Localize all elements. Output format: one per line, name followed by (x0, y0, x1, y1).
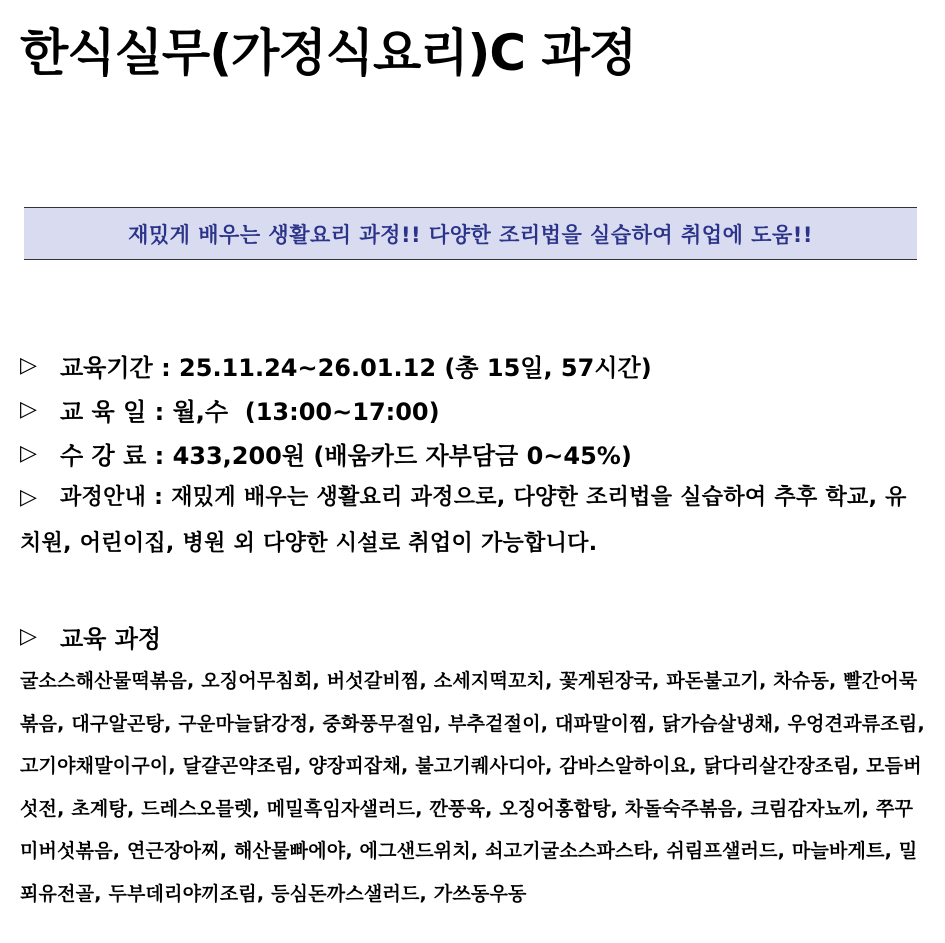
curriculum-heading (20, 614, 930, 658)
triangle-bullet-icon: ▷ (20, 485, 38, 510)
triangle-bullet-icon: ▷ (20, 623, 37, 649)
course-info (20, 343, 925, 567)
curriculum-section (20, 614, 930, 915)
info-days (20, 387, 925, 431)
triangle-bullet-icon: ▷ (20, 396, 37, 422)
fee-text: 수 강 료 : 433,200원 (배움카드 자부담금 0~45%) (60, 441, 632, 470)
period-text: 교육기간 : 25.11.24~26.01.12 (총 15일, 57시간) (60, 353, 652, 382)
guide-text: 과정안내 : 재밌게 배우는 생활요리 과정으로, 다양한 조리법을 실습하여 추후 학교, 유치원, 어린이집, 병원 외 다양한 시설로 취업이 가능합니다. (20, 485, 907, 556)
days-text: 교 육 일 : 월,수 (13:00~17:00) (60, 397, 440, 426)
curriculum-menu-list: 굴소스해산물떡볶음, 오징어무침회, 버섯갈비찜, 소세지떡꼬치, 꽃게된장국, 파돈불고기, 차슈동, 빨간어묵볶음, 대구알곤탕, 구운마늘닭강정, 중화풍무절임, 부추겉절이, 대파말이찜, 닭가슴살냉채, 우엉견과류조림, 고기야채말이구이, 달걀곤약조림, 양장피잡채, 불고기퀘사디아, 감바스알하이요, 닭다리살간장조림, 모듬버섯전, 초계탕, 드레스오믈렛, 메밀흑임자샐러드, 깐풍육, 오징어홍합탕, 차돌숙주볶음, 크림감자뇨끼, 쭈꾸미버섯볶음, 연근장아찌, 해산물빠에야, 에그샌드위치, 쇠고기굴소스파스타, 쉬림프샐러드, 마늘바게트, 밀푀유전골, 두부데리야끼조림, 등심돈까스샐러드, 가쓰동우동 (20, 670, 925, 905)
page-title: 한식실무(가정식요리)C 과정 (20, 24, 637, 82)
triangle-bullet-icon: ▷ (20, 440, 37, 466)
info-fee (20, 431, 925, 475)
banner (24, 207, 917, 260)
banner-text: 재밌게 배우는 생활요리 과정!! 다양한 조리법을 실습하여 취업에 도움!! (128, 222, 813, 247)
triangle-bullet-icon: ▷ (20, 352, 37, 378)
info-period (20, 343, 925, 387)
info-guide (20, 475, 925, 567)
curriculum-heading-text: 교육 과정 (60, 624, 162, 653)
